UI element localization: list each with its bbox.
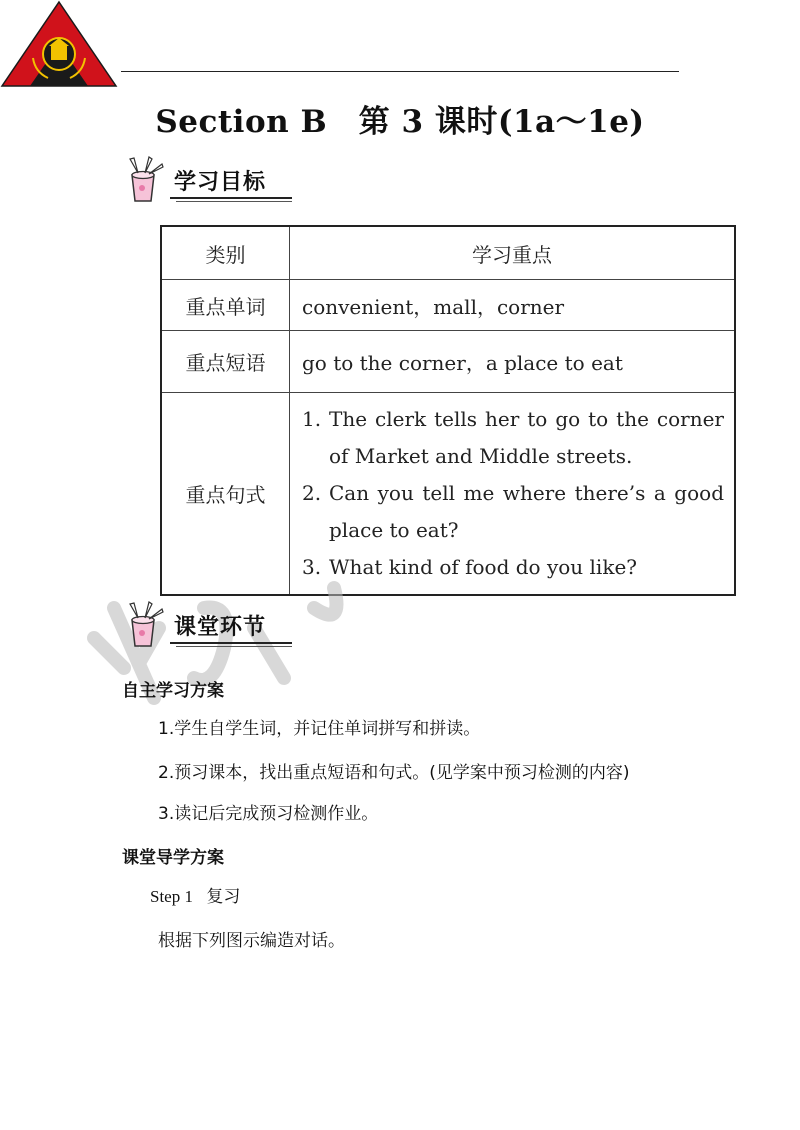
sentence-list: [290, 393, 736, 595]
row-category: 重点短语: [161, 331, 290, 393]
section-label: 课堂环节: [174, 615, 267, 640]
self-study-heading: 自主学习方案: [122, 681, 224, 701]
row-content: convenient，mall，corner: [290, 280, 736, 331]
sentence-text: What kind of food do you like?: [329, 554, 638, 579]
section-underline-thin: [176, 201, 292, 202]
section-heading-class: [118, 600, 298, 650]
sentence-text: The clerk tells her to go to the corner of Market and Middle streets.: [329, 406, 724, 468]
pencil-cup-icon: [118, 600, 168, 650]
step-number: Step 1: [150, 887, 193, 906]
step-heading: [150, 882, 240, 907]
table-row: [161, 331, 735, 393]
header-rule: [121, 71, 679, 72]
page-title: Section B 第 3 课时(1a～1e): [155, 104, 645, 140]
table-header-row: [161, 226, 735, 280]
row-content: go to the corner，a place to eat: [290, 331, 736, 393]
section-underline: [170, 642, 292, 644]
section-underline-thin: [176, 646, 292, 647]
self-study-item: 3.读记后完成预习检测作业。: [158, 804, 379, 824]
publisher-logo: [0, 0, 118, 88]
sentence-text: Can you tell me where there’s a good place to eat?: [329, 480, 724, 542]
self-study-item: 2.预习课本，找出重点短语和句式。(见学案中预习检测的内容): [158, 763, 630, 783]
column-header-category: 类别: [161, 226, 290, 280]
section-label: 学习目标: [174, 170, 267, 195]
table-row: [161, 393, 735, 595]
sentence-item: [302, 475, 724, 549]
class-guide-heading: 课堂导学方案: [122, 848, 224, 868]
sentence-number: 1.: [302, 406, 322, 431]
sentence-item: [302, 401, 724, 475]
sentence-number: 2.: [302, 480, 322, 505]
step-instruction: 根据下列图示编造对话。: [158, 931, 345, 951]
table-row: [161, 280, 735, 331]
self-study-item: 1.学生自学生词，并记住单词拼写和拼读。: [158, 719, 481, 739]
sentence-number: 3.: [302, 554, 322, 579]
section-underline: [170, 197, 292, 199]
pencil-cup-icon: [118, 155, 168, 205]
section-heading-goals: [118, 155, 298, 205]
column-header-focus: 学习重点: [290, 226, 736, 280]
learning-focus-table: [160, 225, 736, 596]
row-category: 重点单词: [161, 280, 290, 331]
row-category: 重点句式: [161, 393, 290, 595]
step-title: 复习: [206, 887, 241, 907]
